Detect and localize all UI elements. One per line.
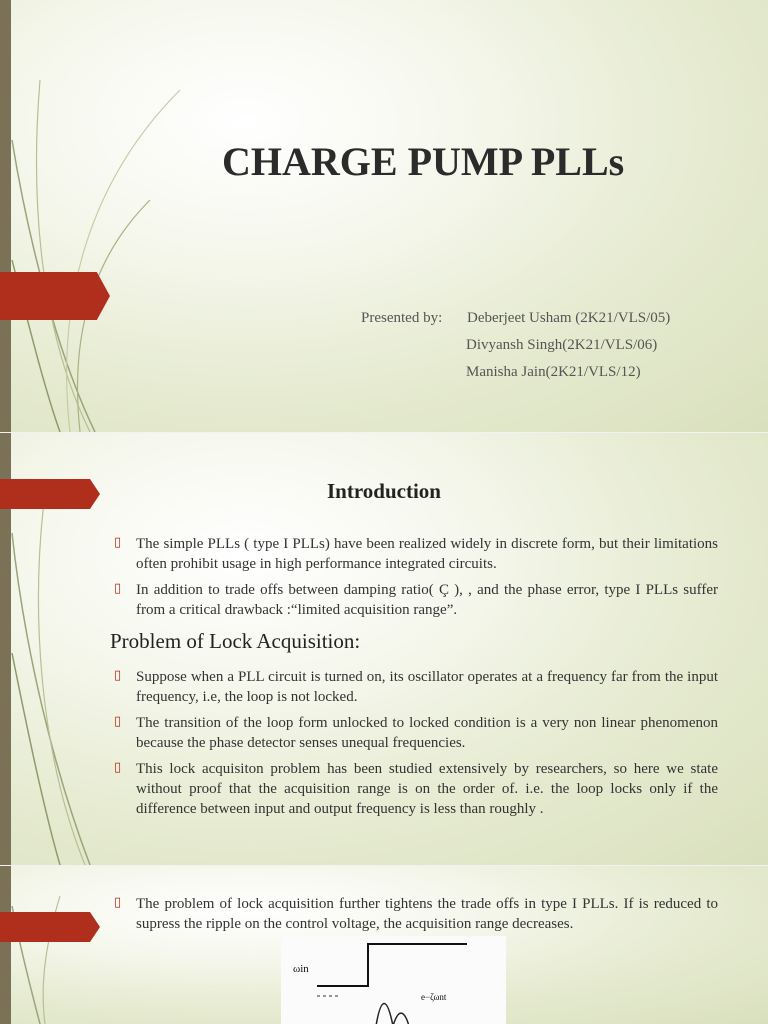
bullet-marker-icon: ▯: [114, 895, 122, 910]
bullet-marker-icon: ▯: [114, 668, 122, 683]
presenters-block: [361, 305, 670, 386]
decay-label: e−ζωnt: [421, 992, 447, 1002]
acquisition-bullet-list: [110, 894, 718, 940]
subheading: Problem of Lock Acquisition:: [110, 629, 361, 653]
bullet-marker-icon: ▯: [114, 581, 122, 596]
presenter-2: Divyansh Singh(2K21/VLS/06): [466, 337, 658, 353]
presenter-1: Deberjeet Usham (2K21/VLS/05): [467, 310, 671, 326]
lock-acquisition-bullet-list: [110, 667, 718, 825]
step-response-diagram: [281, 936, 506, 1024]
introduction-slide: [0, 433, 768, 865]
intro-bullet-list: [110, 534, 718, 626]
title-slide: [0, 0, 768, 432]
acquisition-slide: [0, 866, 768, 1024]
bullet-marker-icon: ▯: [114, 760, 122, 775]
list-item: ▯ The simple PLLs ( type I PLLs) have been realized widely in discrete form, but their limitations often prohibit usage in high performance integrated circuits.: [114, 535, 718, 572]
frequency-step-figure: [281, 936, 506, 1024]
section-heading: Introduction: [327, 479, 441, 503]
bullet-marker-icon: ▯: [114, 714, 122, 729]
decorative-swoosh-icon: [0, 0, 200, 432]
bullet-marker-icon: ▯: [114, 535, 122, 550]
list-item: ▯ The problem of lock acquisition further tightens the trade offs in type I PLLs. If is reduced to supress the ripple on the control voltage, the acquisition range decreases.: [114, 895, 718, 932]
list-item: ▯ The transition of the loop form unlocked to locked condition is a very non linear phenomenon because the phase detector senses unequal frequencies.: [114, 714, 718, 751]
list-item: ▯ In addition to trade offs between damping ratio( Ç ), , and the phase error, type I PLLs suffer from a critical drawback :“limited acquisition range”.: [114, 581, 718, 618]
red-arrow-shape: [0, 272, 110, 320]
omega-in-label: ωin: [293, 963, 309, 975]
list-item: ▯ Suppose when a PLL circuit is turned on, its oscillator operates at a frequency far from the input frequency, i.e, the loop is not locked.: [114, 668, 718, 705]
slide-title: CHARGE PUMP PLLs: [222, 139, 625, 184]
presenter-3: Manisha Jain(2K21/VLS/12): [466, 364, 641, 380]
decorative-swoosh-icon: [0, 866, 200, 1024]
list-item: ▯ This lock acquisiton problem has been studied extensively by researchers, so here we state without proof that the acquisition range is on the order of. i.e. the loop locks only if the difference between input and output frequency is less than roughly .: [114, 760, 718, 817]
presented-by-label: Presented by:: [361, 310, 443, 326]
red-arrow-shape: [0, 912, 100, 942]
